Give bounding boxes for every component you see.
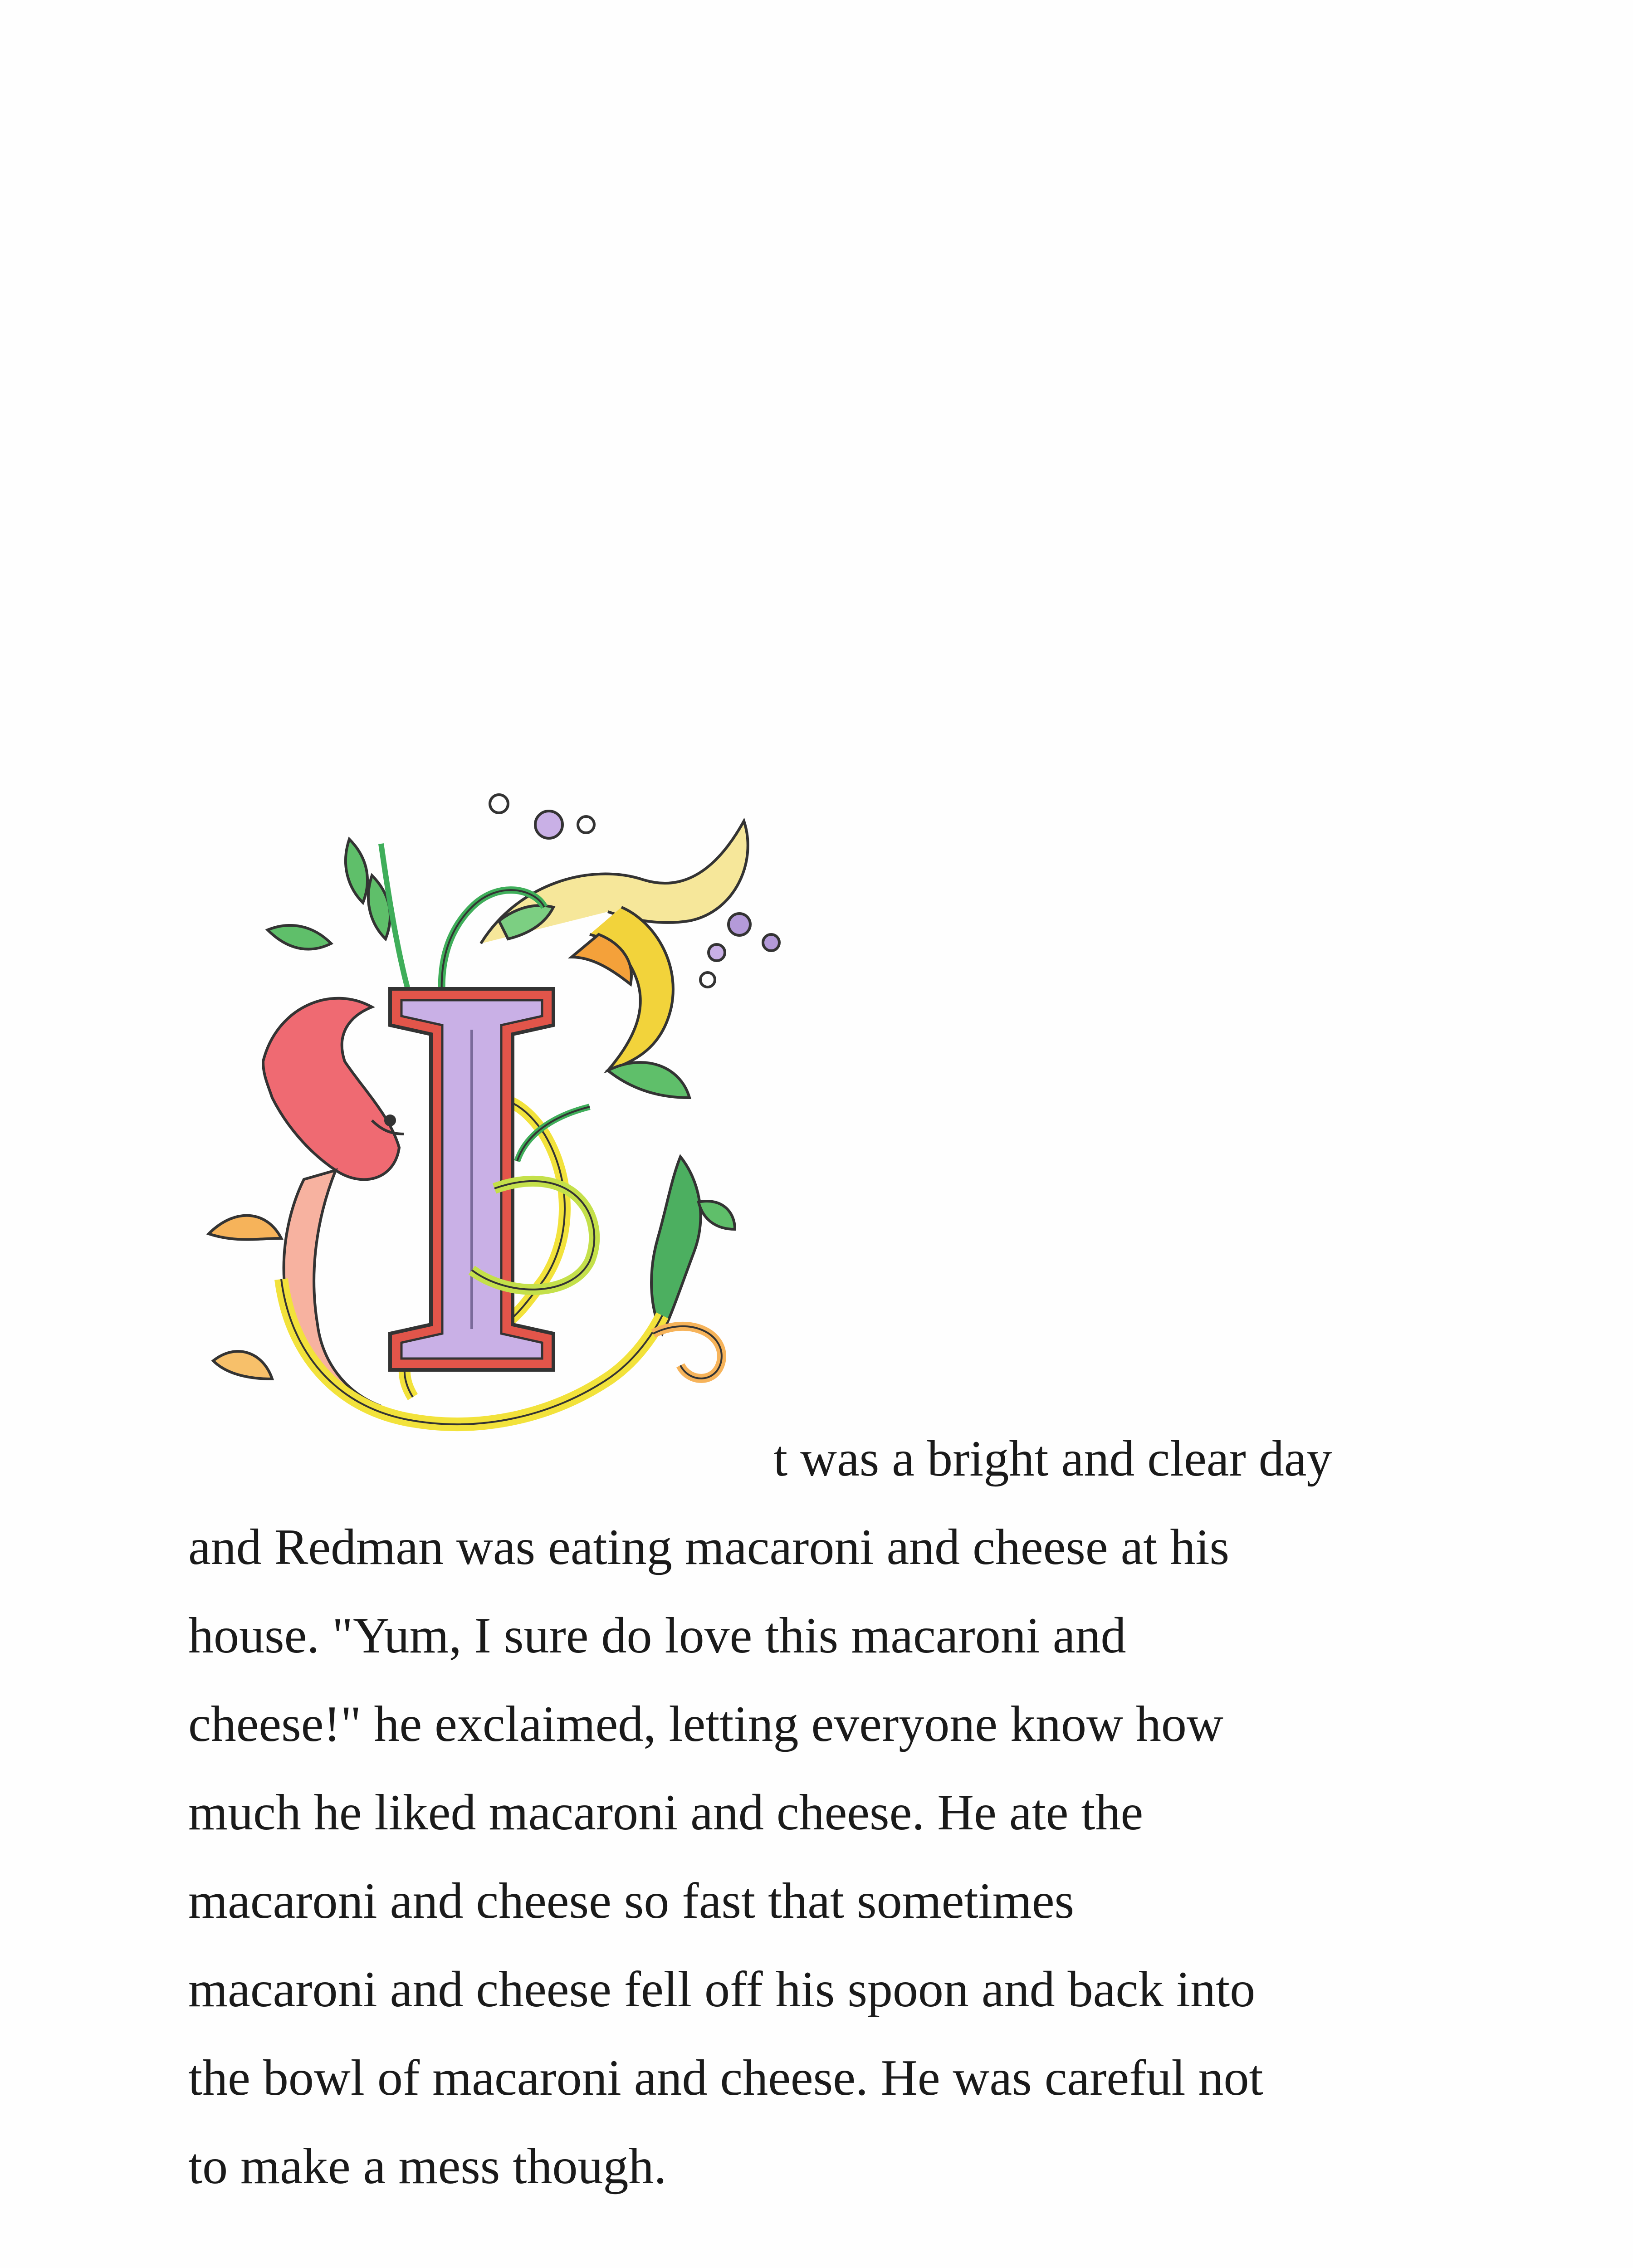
- story-line: to make a mess though.: [188, 2138, 667, 2195]
- story-line: much he liked macaroni and cheese. He ate the: [188, 1784, 1144, 1841]
- story-line: house. "Yum, I sure do love this macaroni and: [188, 1608, 1126, 1664]
- story-line: and Redman was eating macaroni and cheese at his: [188, 1519, 1230, 1575]
- right-leaf-cluster: [608, 1062, 735, 1334]
- story-line: t was a bright and clear day: [773, 1431, 1332, 1487]
- story-line: the bowl of macaroni and cheese. He was careful not: [188, 2050, 1263, 2106]
- story-line: cheese!" he exclaimed, letting everyone know how: [188, 1696, 1223, 1752]
- story-line: macaroni and cheese so fast that sometimes: [188, 1873, 1075, 1929]
- left-leaf-sprig: [268, 839, 413, 1007]
- story-line: macaroni and cheese fell off his spoon and back into: [188, 1961, 1256, 2018]
- illuminated-drop-cap-image: [200, 771, 789, 1479]
